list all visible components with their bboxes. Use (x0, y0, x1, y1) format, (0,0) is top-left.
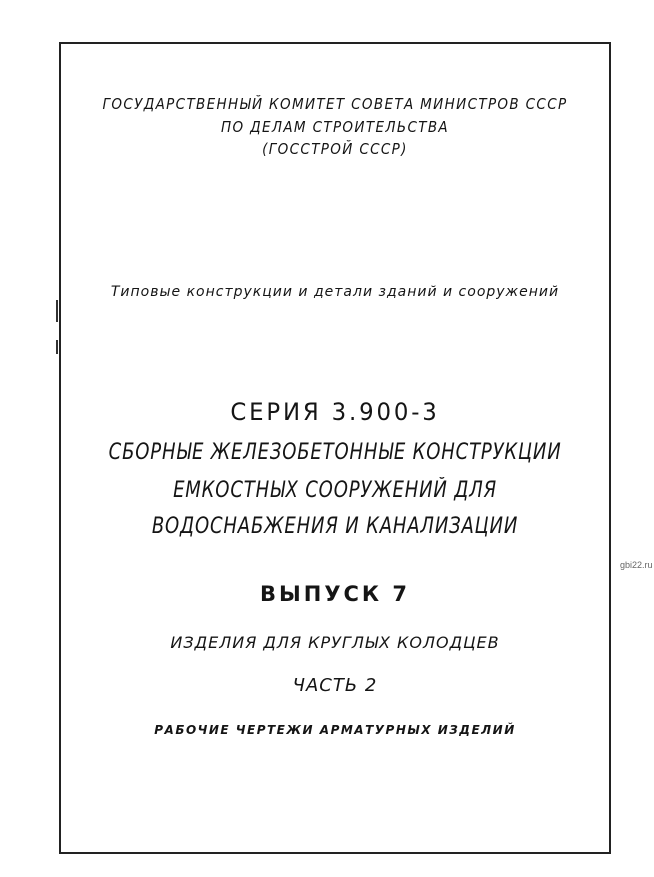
title-line-3: ВОДОСНАБЖЕНИЯ И КАНАЛИЗАЦИИ (151, 514, 519, 539)
issue-number: ВЫПУСК 7 (259, 582, 411, 606)
subtitle: Типовые конструкции и детали зданий и сооружений (110, 284, 560, 300)
series-number: СЕРИЯ 3.900-3 (230, 398, 440, 426)
part-subject: РАБОЧИЕ ЧЕРТЕЖИ АРМАТУРНЫХ ИЗДЕЛИЙ (154, 723, 516, 737)
header-line-1: ГОСУДАРСТВЕННЫЙ КОМИТЕТ СОВЕТА МИНИСТРОВ СССР (102, 95, 568, 113)
margin-tick (56, 300, 58, 322)
issue-subject: ИЗДЕЛИЯ ДЛЯ КРУГЛЫХ КОЛОДЦЕВ (170, 633, 500, 652)
header-line-3: (ГОССТРОЙ СССР) (262, 140, 408, 158)
part-number: ЧАСТЬ 2 (292, 675, 378, 696)
watermark: gbi22.ru (620, 560, 653, 570)
margin-tick (56, 340, 58, 354)
header-line-2: ПО ДЕЛАМ СТРОИТЕЛЬСТВА (220, 118, 450, 136)
title-line-2: ЕМКОСТНЫХ СООРУЖЕНИЙ ДЛЯ (173, 478, 497, 503)
title-line-1: СБОРНЫЕ ЖЕЛЕЗОБЕТОННЫЕ КОНСТРУКЦИИ (108, 440, 562, 465)
